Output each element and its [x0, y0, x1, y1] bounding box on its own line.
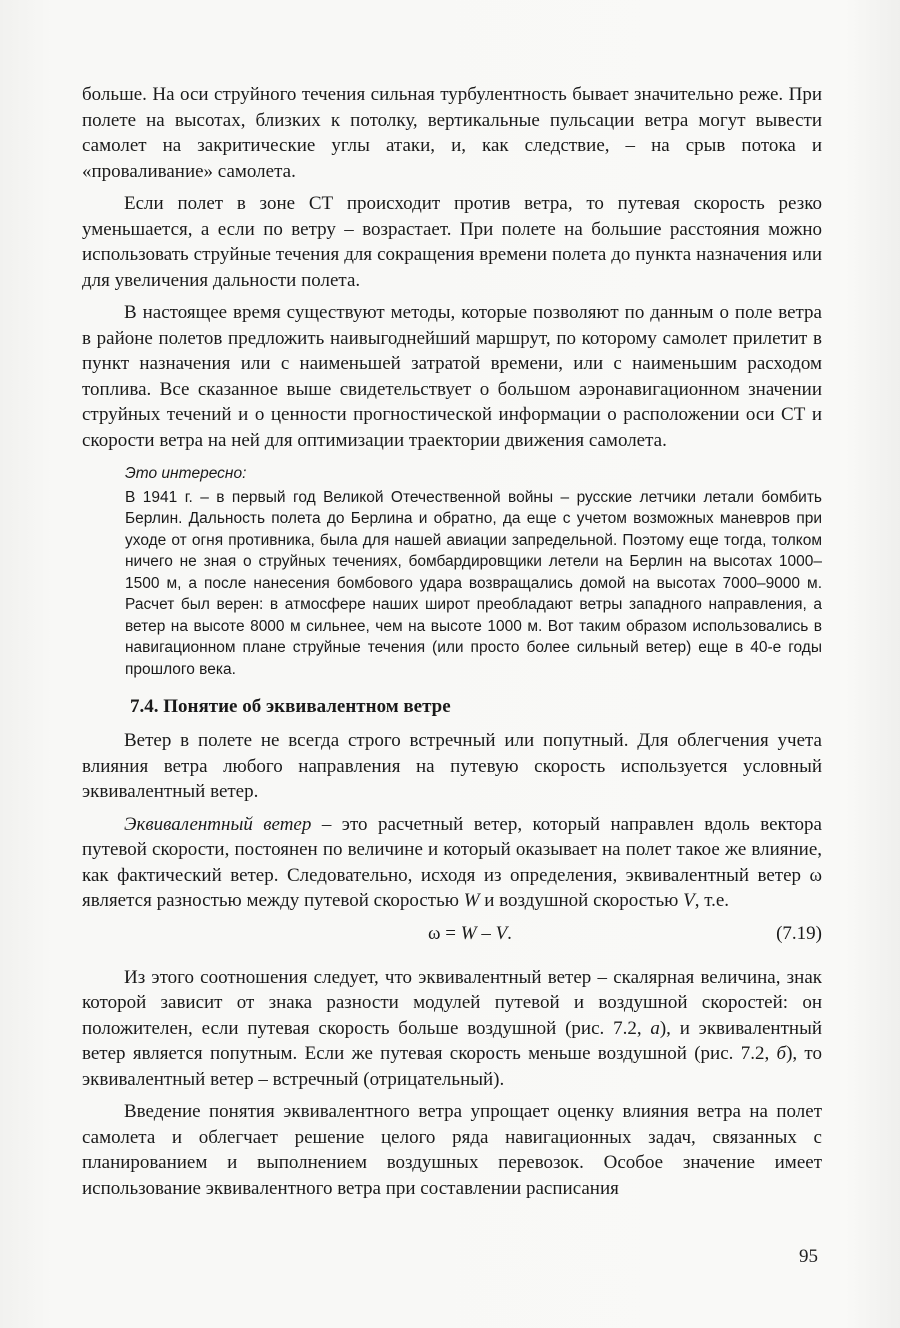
paragraph-4: Ветер в полете не всегда строго встречный или попутный. Для облегчения учета влияния ветра любого направления на путевую скорость используется условный эквивалентный ветер.	[82, 730, 822, 802]
formula-line	[82, 921, 822, 949]
figure-ref-b: б	[776, 1043, 787, 1064]
note-title: Это интересно:	[125, 465, 247, 482]
paragraph-7: Введение понятия эквивалентного ветра упрощает оценку влияния ветра на полет самолета и облегчает решение целого ряда навигационных задач, связанных с планированием и выполнением воздушных перевозок. Особое значение имеет использование эквивалентного ветра при составлении расписания	[82, 1101, 822, 1199]
figure-ref-a: а	[650, 1017, 660, 1039]
formula-minus: –	[476, 922, 496, 944]
paragraph-6-c: ), то эквивалентный ветер – встречный (отрицательный).	[82, 1043, 822, 1090]
interesting-note	[82, 463, 822, 680]
paragraph-5-end: , т.е.	[694, 890, 730, 911]
paragraph-5-text: – это расчетный ветер, который направлен вдоль вектора путевой скорости, постоянен по величине и который оказывает на полет такое же влияние, как фактический ветер. Следовательно, исходя из определения, эквивалентный ветер ω является разностью между путевой скоростью	[82, 813, 822, 911]
formula-number: (7.19)	[776, 922, 822, 944]
note-body: В 1941 г. – в первый год Великой Отечественной войны – русские летчики летали бомбить Берлин. Дальность полета до Берлина и обратно, да еще с учетом возможных маневров при уходе от огня противника, была для нашей авиации запредельной. Поэтому еще тогда, толком ничего не зная о струйных течениях, бомбардировщики летели на Берлин на высотах 1000–1500 м, а после нанесения бомбового удара возвращались домой на высотах 7000–9000 м. Расчет был верен: в атмосфере наших широт преобладают ветры западного направления, а ветер на высоте 8000 м сильнее, чем на высоте 1000 м. Вот таким образом использовались в навигационном плане струйные течения (или просто более сильный ветер) еще в 40-е годы прошлого века.	[125, 488, 822, 678]
paragraph-6-b: ), и эквивалентный ветер является попутным. Если же путевая скорость меньше воздушной (рис. 7.2,	[82, 1017, 823, 1064]
var-v: V	[683, 890, 695, 911]
formula-w: W	[460, 922, 477, 944]
paragraph-5-mid: и воздушной скоростью	[479, 890, 684, 911]
section-heading: 7.4. Понятие об эквивалентном ветре	[130, 696, 451, 717]
formula-v: V	[495, 922, 508, 944]
formula-omega: ω	[428, 922, 441, 944]
formula-eq: =	[440, 922, 461, 944]
paragraph-5	[82, 812, 822, 914]
formula	[428, 921, 512, 947]
page-number: 95	[799, 1246, 818, 1267]
term-equivalent-wind: Эквивалентный ветер	[124, 813, 312, 835]
paragraph-2: Если полет в зоне СТ происходит против ветра, то путевая скорость резко уменьшается, а если по ветру – возрастает. При полете на большие расстояния можно использовать струйные течения для сокращения времени полета до пункта назначения или для увеличения дальности полета.	[82, 193, 822, 291]
var-w: W	[463, 890, 480, 911]
paragraph-3: В настоящее время существуют методы, которые позволяют по данным о поле ветра в районе полетов предложить наивыгоднейший маршрут, по которому самолет прилетит в пункт назначения или с наименьшей затратой времени, или с наименьшим расходом топлива. Все сказанное выше свидетельствует о большом аэронавигационном значении струйных течений и о ценности прогностической информации о расположении оси СТ и скорости ветра на ней для оптимизации траектории движения самолета.	[82, 302, 822, 451]
paragraph-1: больше. На оси струйного течения сильная турбулентность бывает значительно реже. При полете на высотах, близких к потолку, вертикальные пульсации ветра могут вывести самолет на закритические углы атаки, и, как следствие, – на срыв потока и «проваливание» самолета.	[82, 84, 822, 182]
paragraph-6-a: Из этого соотношения следует, что эквивалентный ветер – скалярная величина, знак которой зависит от знака разности модулей путевой и воздушной скоростей: он положителен, если путевая скорость больше воздушной (рис. 7.2,	[82, 966, 822, 1039]
formula-dot: .	[507, 922, 512, 944]
page-content	[82, 82, 822, 1208]
paragraph-6	[82, 965, 822, 1093]
